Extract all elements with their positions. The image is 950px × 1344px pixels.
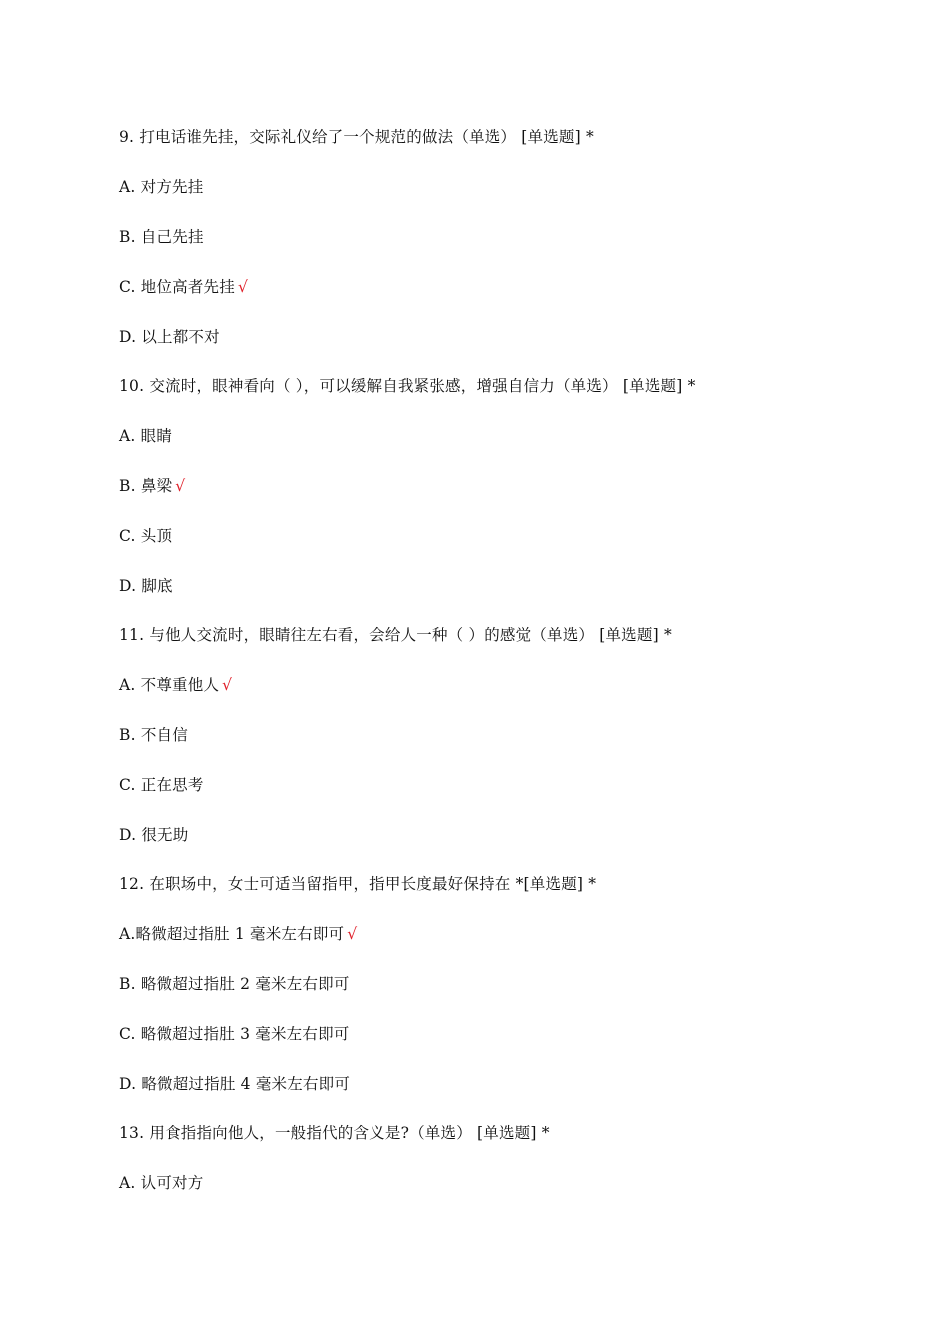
option-text: A. 对方先挂 bbox=[119, 178, 204, 196]
option-text: D. 脚底 bbox=[119, 577, 173, 595]
question-10-option-a bbox=[119, 423, 172, 449]
question-9-option-b bbox=[119, 224, 204, 250]
option-text: B. 鼻梁 bbox=[119, 477, 173, 495]
question-9-option-c bbox=[119, 274, 248, 300]
question-10-option-c bbox=[119, 523, 172, 549]
question-11-option-c bbox=[119, 772, 204, 798]
correct-check-mark: √ bbox=[222, 676, 233, 694]
option-text: D. 很无助 bbox=[119, 826, 189, 844]
question-9-option-a bbox=[119, 174, 203, 200]
option-text: C. 头顶 bbox=[119, 527, 173, 545]
option-text: A. 眼睛 bbox=[119, 427, 173, 445]
option-text: D. 略微超过指肚 4 毫米左右即可 bbox=[119, 1075, 351, 1093]
question-11-title: 11. 与他人交流时，眼睛往左右看，会给人一种（ ）的感觉（单选） [单选题] * bbox=[119, 626, 672, 644]
question-12-option-c bbox=[119, 1021, 349, 1047]
option-text: C. 正在思考 bbox=[119, 776, 204, 794]
question-11-option-a bbox=[119, 672, 232, 698]
question-11-option-b bbox=[119, 722, 188, 748]
question-13-option-a bbox=[119, 1170, 203, 1196]
option-text: B. 自己先挂 bbox=[119, 228, 204, 246]
question-9-title: 9. 打电话谁先挂，交际礼仪给了一个规范的做法（单选） [单选题] * bbox=[119, 128, 594, 146]
option-text: B. 略微超过指肚 2 毫米左右即可 bbox=[119, 975, 350, 993]
question-13-title: 13. 用食指指向他人，一般指代的含义是?（单选） [单选题] * bbox=[119, 1124, 550, 1142]
question-12-option-d bbox=[119, 1071, 350, 1097]
option-text: A. 认可对方 bbox=[119, 1174, 204, 1192]
question-10-title: 10. 交流时，眼神看向（ ），可以缓解自我紧张感，增强自信力（单选） [单选题] * bbox=[119, 377, 696, 395]
option-text: B. 不自信 bbox=[119, 726, 188, 744]
question-12-option-b bbox=[119, 971, 350, 997]
question-9-option-d bbox=[119, 324, 220, 350]
question-12-title: 12. 在职场中，女士可适当留指甲，指甲长度最好保持在 *[单选题] * bbox=[119, 875, 597, 893]
correct-check-mark: √ bbox=[347, 925, 358, 943]
question-10-option-d bbox=[119, 573, 173, 599]
correct-check-mark: √ bbox=[175, 477, 186, 495]
question-11-option-d bbox=[119, 822, 188, 848]
option-text: A. 不尊重他人 bbox=[119, 676, 220, 694]
option-text: A.略微超过指肚 1 毫米左右即可 bbox=[119, 925, 345, 943]
correct-check-mark: √ bbox=[237, 278, 249, 296]
option-text: C. 地位高者先挂 bbox=[119, 278, 235, 296]
option-text: D. 以上都不对 bbox=[119, 328, 220, 346]
option-text: C. 略微超过指肚 3 毫米左右即可 bbox=[119, 1025, 350, 1043]
question-10-option-b bbox=[119, 473, 185, 499]
question-12-option-a bbox=[119, 921, 357, 947]
